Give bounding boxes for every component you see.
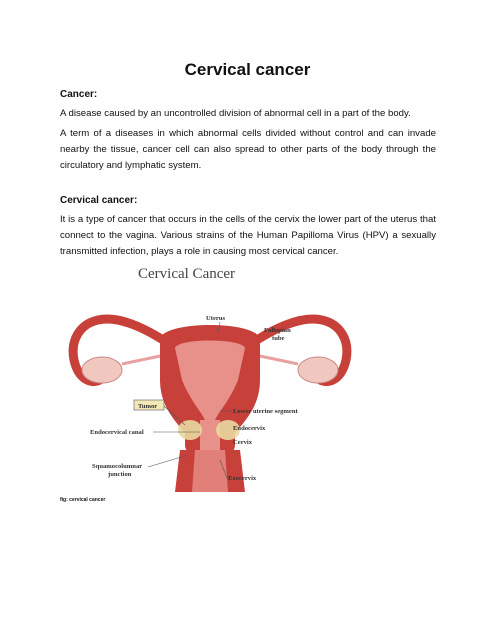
left-ovary [82,357,122,383]
label-endocervix: Endocervix [233,425,266,432]
paragraph-cancer-description: A term of a diseases in which abnormal cells divided without control and can invade nearby the tissue, cancer cell can also spread to other parts of the body through the circulatory and lymphatic system. [60,128,436,171]
label-lower-uterine-segment: Lower uterine segment [233,408,298,415]
label-fallopian-2: tube [272,335,285,342]
paragraph-cancer-definition: A disease caused by an uncontrolled division of abnormal cell in a part of the body. [60,108,411,119]
section-heading-cancer: Cancer: [60,89,98,100]
label-endocervical-canal: Endocervical canal [90,429,144,436]
section-heading-cervical-cancer: Cervical cancer: [60,195,138,206]
label-exocervix: Exocervix [228,475,257,482]
label-tumor: Tumor [138,403,158,410]
label-cervix: Cervix [233,439,253,446]
label-uterus: Uterus [206,315,226,322]
figure-caption: fig: cervical cancer [60,497,106,503]
cervical-cancer-illustration [60,260,360,492]
figure-title: Cervical Cancer [138,266,236,282]
page-title: Cervical cancer [184,60,311,79]
label-fallopian-1: Fallopian [264,327,291,334]
label-squamocolumnar-2: junction [108,471,132,478]
tumor-left [178,420,202,440]
paragraph-cervical-cancer: It is a type of cancer that occurs in the cells of the cervix the lower part of the uterus that connect to the vagina. Various strains of the Human Papilloma Virus (HPV) a sexually transmitted infection, plays a role in causing most cervical cancer. [60,214,436,257]
label-squamocolumnar-1: Squamocolumnar [92,463,143,470]
right-ovary [298,357,338,383]
